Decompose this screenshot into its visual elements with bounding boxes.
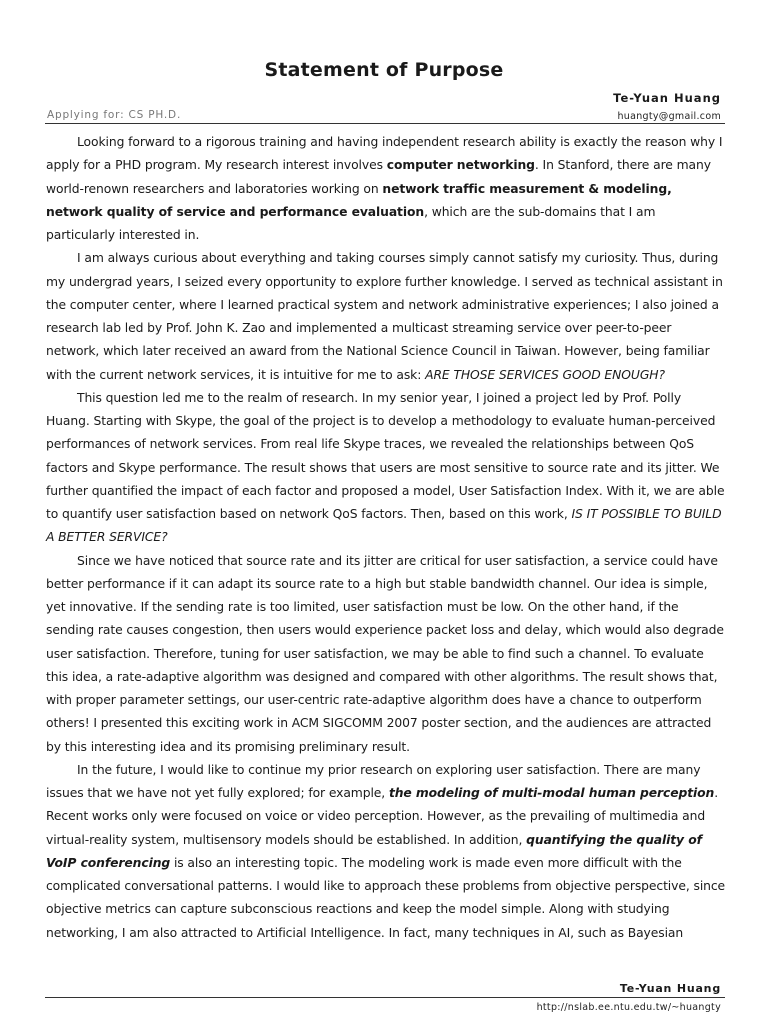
text-run: Looking forward to a rigorous training and having independent research ability is exactly the reason why I apply for a PHD program. My research interest involves xyxy=(46,135,723,173)
footer-homepage-url: http://nslab.ee.ntu.edu.tw/~huangty xyxy=(536,1002,721,1013)
emphasized-text: computer networking xyxy=(386,158,535,173)
emphasized-text: the modeling of multi-modal human perception xyxy=(388,786,715,800)
author-name: Te-Yuan Huang xyxy=(613,91,721,105)
paragraph xyxy=(46,550,728,759)
statement-body xyxy=(46,131,728,945)
author-email: huangty@gmail.com xyxy=(617,111,721,122)
text-run: In the future, I would like to continue my prior research on exploring user satisfaction. There are many issues that we have not yet fully explored; for example, xyxy=(46,762,701,800)
applying-for-label: Applying for: CS PH.D. xyxy=(47,109,182,121)
text-run: This question led me to the realm of research. In my senior year, I joined a project led by Prof. Polly Huang. Starting with Skype, the goal of the project is to develop a methodology to evaluate human-perceived performances of network services. From real life Skype traces, we revealed the relationships between QoS factors and Skype performance. The result shows that users are most sensitive to source rate and its jitter. We further quantified the impact of each factor and proposed a model, User Satisfaction Index. With it, we are able to quantify user satisfaction based on network QoS factors. Then, based on this work, xyxy=(46,390,725,521)
text-run: Since we have noticed that source rate and its jitter are critical for user satisfaction, a service could have better performance if it can adapt its source rate to a high but stable bandwidth channel. Our idea is simple, yet innovative. If the sending rate is too limited, user satisfaction must be low. On the other hand, if the sending rate causes congestion, then users would experience packet loss and delay, which would also degrade user satisfaction. Therefore, tuning for user satisfaction, we may be able to find such a channel. To evaluate this idea, a rate-adaptive algorithm was designed and compared with other algorithms. The result shows that, with proper parameter settings, our user-centric rate-adaptive algorithm does have a chance to outperform others! I presented this exciting work in ACM SIGCOMM 2007 poster section, and the audiences are attracted by this interesting idea and its promising preliminary result. xyxy=(46,553,724,754)
emphasized-text: IS IT POSSIBLE TO BUILD A BETTER SERVICE? xyxy=(46,507,722,545)
text-run: I am always curious about everything and taking courses simply cannot satisfy my curiosity. Thus, during my undergrad years, I seized every opportunity to explore further knowledge. I served as technical assistant in the computer center, where I learned practical system and network administrative experiences; I also joined a research lab led by Prof. John K. Zao and implemented a multicast streaming service over peer-to-peer network, which later received an award from the National Science Council in Taiwan. However, being familiar with the current network services, it is intuitive for me to ask: xyxy=(46,251,723,382)
text-run: , which are the sub-domains that I am particularly interested in. xyxy=(46,204,656,242)
paragraph xyxy=(46,131,728,247)
paragraph xyxy=(46,387,728,550)
document-title: Statement of Purpose xyxy=(264,59,504,81)
text-run: . In Stanford, there are many world-renown researchers and laboratories working on xyxy=(46,158,711,196)
footer-divider xyxy=(45,997,725,998)
paragraph xyxy=(46,247,728,387)
emphasized-text: quantifying the quality of VoIP conferencing xyxy=(46,832,702,870)
emphasized-text: network traffic measurement & modeling, network quality of service and performance evaluation xyxy=(46,181,672,219)
header-divider xyxy=(45,123,725,124)
text-run: . Recent works only were focused on voice or video perception. However, as the prevailing of multimedia and virtual-reality system, multisensory models should be established. In addition, xyxy=(46,786,719,847)
text-run: is also an interesting topic. The modeling work is made even more difficult with the complicated conversational patterns. I would like to approach these problems from objective perspective, since objective metrics can capture subconscious reactions and keep the model simple. Along with studying networking, I am also attracted to Artificial Intelligence. In fact, many techniques in AI, such as Bayesian xyxy=(46,855,726,940)
paragraph xyxy=(46,759,728,945)
footer-author-name: Te-Yuan Huang xyxy=(619,982,721,995)
emphasized-text: ARE THOSE SERVICES GOOD ENOUGH? xyxy=(425,367,665,382)
